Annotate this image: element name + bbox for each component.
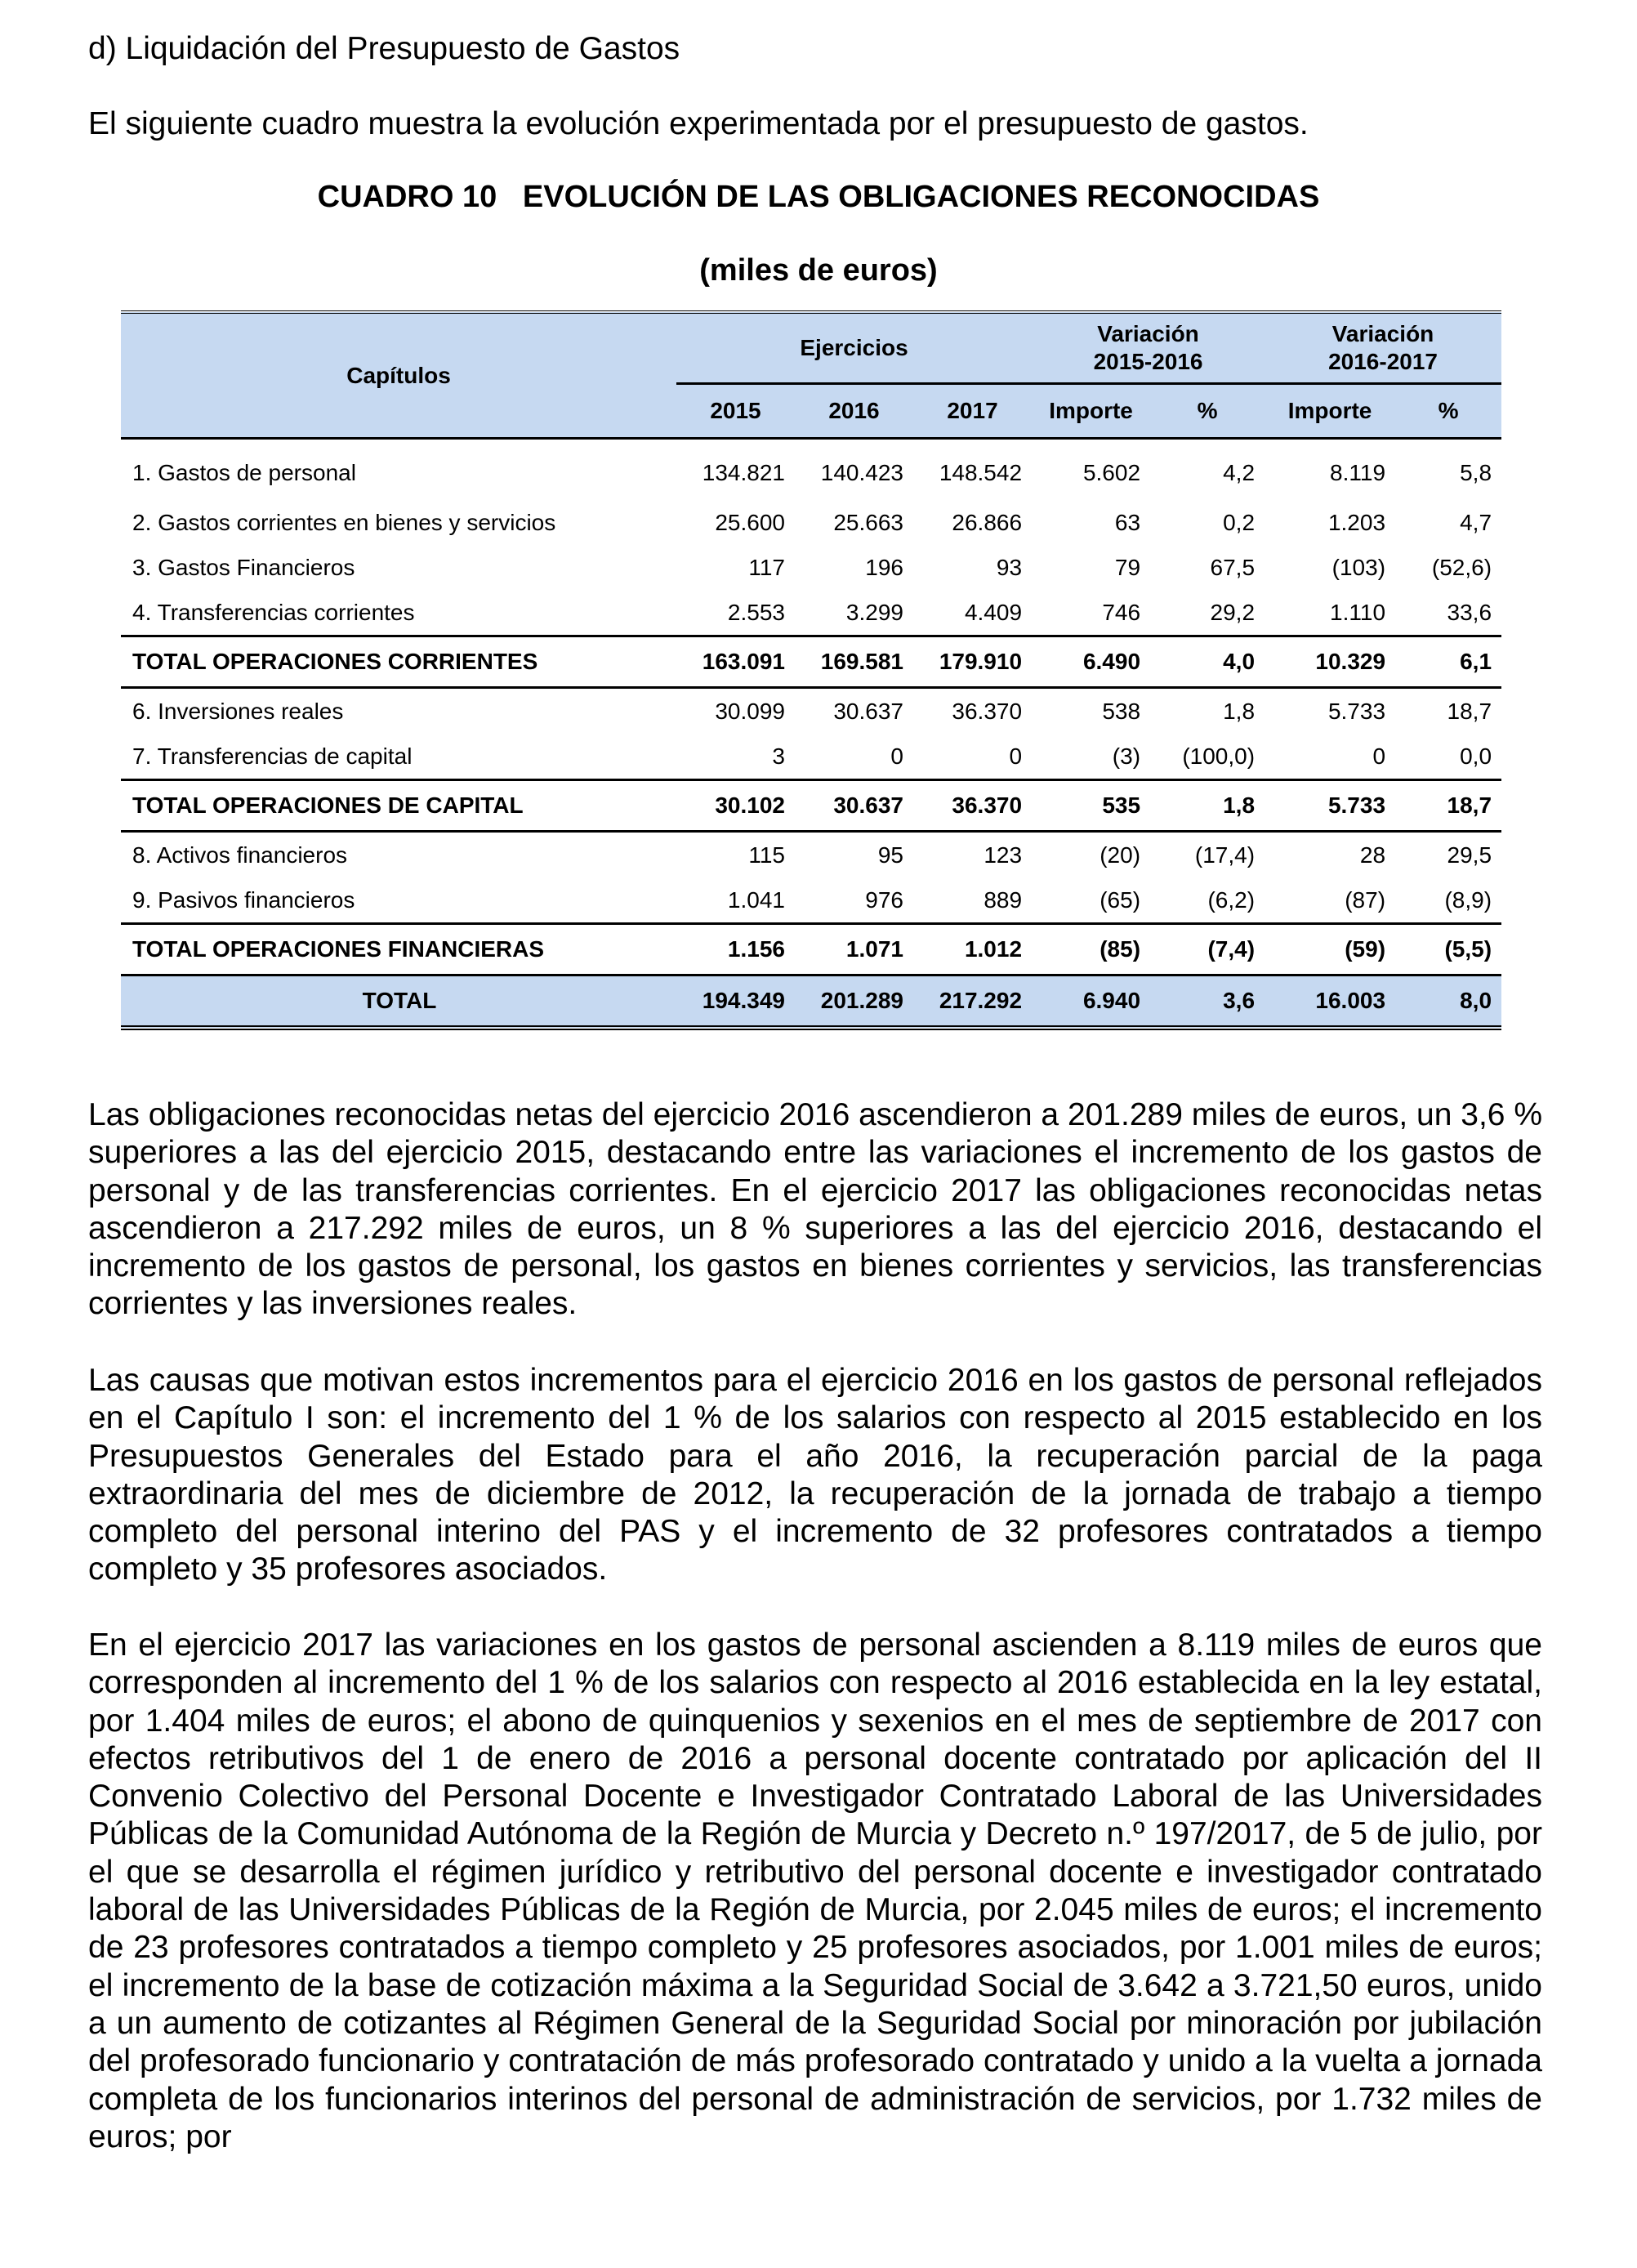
table-row — [121, 832, 1501, 878]
cell-value: 8,0 — [1395, 976, 1501, 1029]
cell-value: 0,2 — [1223, 509, 1256, 535]
header-variacion-2016-2017 — [1265, 312, 1501, 384]
cell-value: 3 — [772, 743, 785, 769]
cell-value: 67,5 — [1210, 554, 1256, 580]
header-importe-2: Importe — [1265, 384, 1395, 439]
row-label: 4. Transferencias corrientes — [132, 599, 415, 625]
row-label: TOTAL OPERACIONES FINANCIERAS — [121, 924, 676, 976]
cell-value: (65) — [1100, 886, 1141, 913]
row-label: 3. Gastos Financieros — [132, 554, 355, 580]
cell-value: 976 — [865, 886, 903, 913]
cell-value: (7,4) — [1150, 924, 1265, 976]
cell-value: 25.600 — [715, 509, 785, 535]
cell-value: 3,6 — [1150, 976, 1265, 1029]
cell-value: 95 — [877, 842, 903, 868]
paragraph: En el ejercicio 2017 las variaciones en los gastos de personal ascienden a 8.119 miles de euros que corresponden al incremento del 1 % de los salarios con respecto al 2016 establecida en la ley estatal, por 1.404 miles de euros; el abono de quinquenios y sexenios en el mes de septiembre de 2017 con efectos retributivos del 1 de enero de 2016 a personal docente contratado por aplicación del II Convenio Colectivo del Personal Docente e Investigador Contratado Laboral de las Universidades Públicas de la Comunidad Autónoma de la Región de Murcia y Decreto n.º 197/2017, de 5 de julio, por el que se desarrolla el régimen jurídico y retributivo del personal docente e investigador contratado laboral de las Universidades Públicas de la Región de Murcia, por 2.045 miles de euros; el incremento de 23 profesores contratados a tiempo completo y 25 profesores asociados, por 1.001 miles de euros; el incremento de la base de cotización máxima a la Seguridad Social de 3.642 a 3.721,50 euros, unido a un aumento de cotizantes al Régimen General de la Seguridad Social por minoración por jubilación del profesorado funcionario y contratación de más profesorado contratado y unido a la vuelta a jornada completa de los funcionarios interinos del personal de administración de servicios, por 1.732 miles de euros; por — [88, 1627, 1542, 2154]
cell-value: 1,8 — [1150, 780, 1265, 832]
cell-value: 1.156 — [676, 924, 795, 976]
cell-value: 29,5 — [1447, 842, 1492, 868]
cell-value: 63 — [1114, 509, 1141, 535]
cell-value: 115 — [748, 842, 785, 868]
header-2016: 2016 — [795, 384, 913, 439]
cell-value: 538 — [1102, 698, 1141, 724]
header-ejercicios: Ejercicios — [676, 312, 1032, 384]
header-variacion-2015-2016 — [1032, 312, 1265, 384]
header-importe-1: Importe — [1032, 384, 1150, 439]
row-label: 7. Transferencias de capital — [132, 743, 413, 769]
cell-value: (17,4) — [1194, 842, 1256, 868]
cell-value: 18,7 — [1395, 780, 1501, 832]
cell-value: (103) — [1331, 554, 1386, 580]
cell-value: 4,0 — [1150, 636, 1265, 688]
cell-value: 169.581 — [795, 636, 913, 688]
cell-value: 8.119 — [1330, 460, 1386, 485]
table-row — [121, 500, 1501, 545]
cell-value: 25.663 — [833, 509, 903, 535]
table-units: (miles de euros) — [699, 253, 938, 288]
cell-value: 6.490 — [1032, 636, 1150, 688]
header-2017: 2017 — [913, 384, 1032, 439]
cell-value: 0 — [1372, 743, 1386, 769]
cell-value: 889 — [984, 886, 1023, 913]
header-capitulos: Capítulos — [121, 312, 676, 439]
cell-value: 4.409 — [964, 599, 1023, 625]
cell-value: 1.110 — [1330, 599, 1386, 625]
cell-value: 5.733 — [1327, 698, 1386, 724]
table-row — [121, 976, 1501, 1029]
table-row — [121, 439, 1501, 501]
cell-value: 140.423 — [820, 460, 903, 485]
intro-text: El siguiente cuadro muestra la evolución experimentada por el presupuesto de gastos. — [88, 106, 1309, 141]
paragraph: Las causas que motivan estos incrementos para el ejercicio 2016 en los gastos de personal reflejados en el Capítulo I son: el incremento del 1 % de los salarios con respecto al 2015 establecido en los Presupuestos Generales del Estado para el año 2016, la recuperación parcial de la paga extraordinaria del mes de diciembre de 2012, la recuperación de la jornada de trabajo a tiempo completo del personal interino del PAS y el incremento de 32 profesores contratados a tiempo completo y 35 profesores asociados. — [88, 1363, 1542, 1587]
cell-value: 5,8 — [1460, 460, 1492, 485]
table-row — [121, 780, 1501, 832]
cell-value: 30.099 — [715, 698, 785, 724]
cell-value: 746 — [1102, 599, 1141, 625]
cell-value: 117 — [748, 554, 785, 580]
cell-value: 26.866 — [952, 509, 1023, 535]
cell-value: 217.292 — [913, 976, 1032, 1029]
cell-value: (3) — [1112, 743, 1141, 769]
cell-value: 1,8 — [1223, 698, 1256, 724]
cell-value: 6.940 — [1032, 976, 1150, 1029]
table-row — [121, 924, 1501, 976]
table-row — [121, 688, 1501, 734]
cell-value: 6,1 — [1395, 636, 1501, 688]
cell-value: 4,7 — [1460, 509, 1492, 535]
cell-value: 29,2 — [1210, 599, 1256, 625]
table-row — [121, 590, 1501, 636]
table-row — [121, 545, 1501, 590]
cell-value: 36.370 — [952, 698, 1023, 724]
header-variacion-label: Variación — [1097, 321, 1199, 346]
paragraph: Las obligaciones reconocidas netas del ejercicio 2016 ascendieron a 201.289 miles de euros, un 3,6 % superiores a las del ejercicio 2015, destacando entre las variaciones el incremento de los gastos de personal y de las transferencias corrientes. En el ejercicio 2017 las obligaciones reconocidas netas ascendieron a 217.292 miles de euros, un 8 % superiores a las del ejercicio 2016, destacando el incremento de los gastos de personal, los gastos en bienes corrientes y servicios, las transferencias corrientes y las inversiones reales. — [88, 1097, 1542, 1322]
cell-value: 1.071 — [795, 924, 913, 976]
cell-value: (52,6) — [1431, 554, 1492, 580]
cell-value: 36.370 — [913, 780, 1032, 832]
cell-value: 1.012 — [913, 924, 1032, 976]
header-2015: 2015 — [676, 384, 795, 439]
cell-value: (8,9) — [1444, 886, 1492, 913]
cell-value: 1.203 — [1327, 509, 1386, 535]
cell-value: 93 — [996, 554, 1023, 580]
row-label: 9. Pasivos financieros — [132, 886, 355, 913]
table-row — [121, 636, 1501, 688]
cell-value: 30.637 — [833, 698, 903, 724]
cell-value: 0,0 — [1460, 743, 1492, 769]
cell-value: 0 — [1009, 743, 1023, 769]
cell-value: 3.299 — [845, 599, 903, 625]
cell-value: 196 — [865, 554, 903, 580]
table-row — [121, 877, 1501, 924]
row-label: TOTAL OPERACIONES CORRIENTES — [121, 636, 676, 688]
cell-value: 2.553 — [727, 599, 785, 625]
header-pct-1: % — [1150, 384, 1265, 439]
cell-value: 123 — [984, 842, 1023, 868]
cell-value: 201.289 — [795, 976, 913, 1029]
cell-value: 1.041 — [727, 886, 785, 913]
cell-value: (100,0) — [1182, 743, 1256, 769]
cell-value: 179.910 — [913, 636, 1032, 688]
cell-value: 16.003 — [1265, 976, 1395, 1029]
cell-value: 79 — [1114, 554, 1141, 580]
cell-value: 10.329 — [1265, 636, 1395, 688]
cell-value: 0 — [890, 743, 903, 769]
row-label: 6. Inversiones reales — [132, 698, 344, 724]
cell-value: 194.349 — [676, 976, 795, 1029]
cell-value: 148.542 — [939, 460, 1023, 485]
table-body — [121, 439, 1501, 1029]
table-title: CUADRO 10 EVOLUCIÓN DE LAS OBLIGACIONES RECONOCIDAS — [317, 180, 1320, 214]
row-label: 1. Gastos de personal — [132, 460, 356, 485]
cell-value: 30.102 — [676, 780, 795, 832]
cell-value: 4,2 — [1223, 460, 1256, 485]
cell-value: 28 — [1359, 842, 1386, 868]
cell-value: (85) — [1032, 924, 1150, 976]
cell-value: (5,5) — [1395, 924, 1501, 976]
cell-value: (20) — [1100, 842, 1141, 868]
row-label: 2. Gastos corrientes en bienes y servicios — [132, 509, 556, 535]
cell-value: 33,6 — [1447, 599, 1492, 625]
header-variacion-period: 2016-2017 — [1328, 349, 1438, 374]
cell-value: 134.821 — [702, 460, 785, 485]
cell-value: 163.091 — [676, 636, 795, 688]
cell-value: 5.733 — [1265, 780, 1395, 832]
obligations-table — [121, 310, 1501, 1030]
row-label: 8. Activos financieros — [132, 842, 348, 868]
cell-value: 535 — [1032, 780, 1150, 832]
header-pct-2: % — [1395, 384, 1501, 439]
cell-value: 30.637 — [795, 780, 913, 832]
header-variacion-period: 2015-2016 — [1093, 349, 1203, 374]
row-label: TOTAL — [121, 976, 676, 1029]
cell-value: 18,7 — [1447, 698, 1492, 724]
header-variacion-label: Variación — [1331, 321, 1434, 346]
cell-value: 5.602 — [1082, 460, 1141, 485]
cell-value: (87) — [1345, 886, 1386, 913]
cell-value: (59) — [1265, 924, 1395, 976]
section-heading: d) Liquidación del Presupuesto de Gastos — [88, 31, 680, 66]
cell-value: (6,2) — [1207, 886, 1256, 913]
row-label: TOTAL OPERACIONES DE CAPITAL — [121, 780, 676, 832]
table-row — [121, 734, 1501, 780]
